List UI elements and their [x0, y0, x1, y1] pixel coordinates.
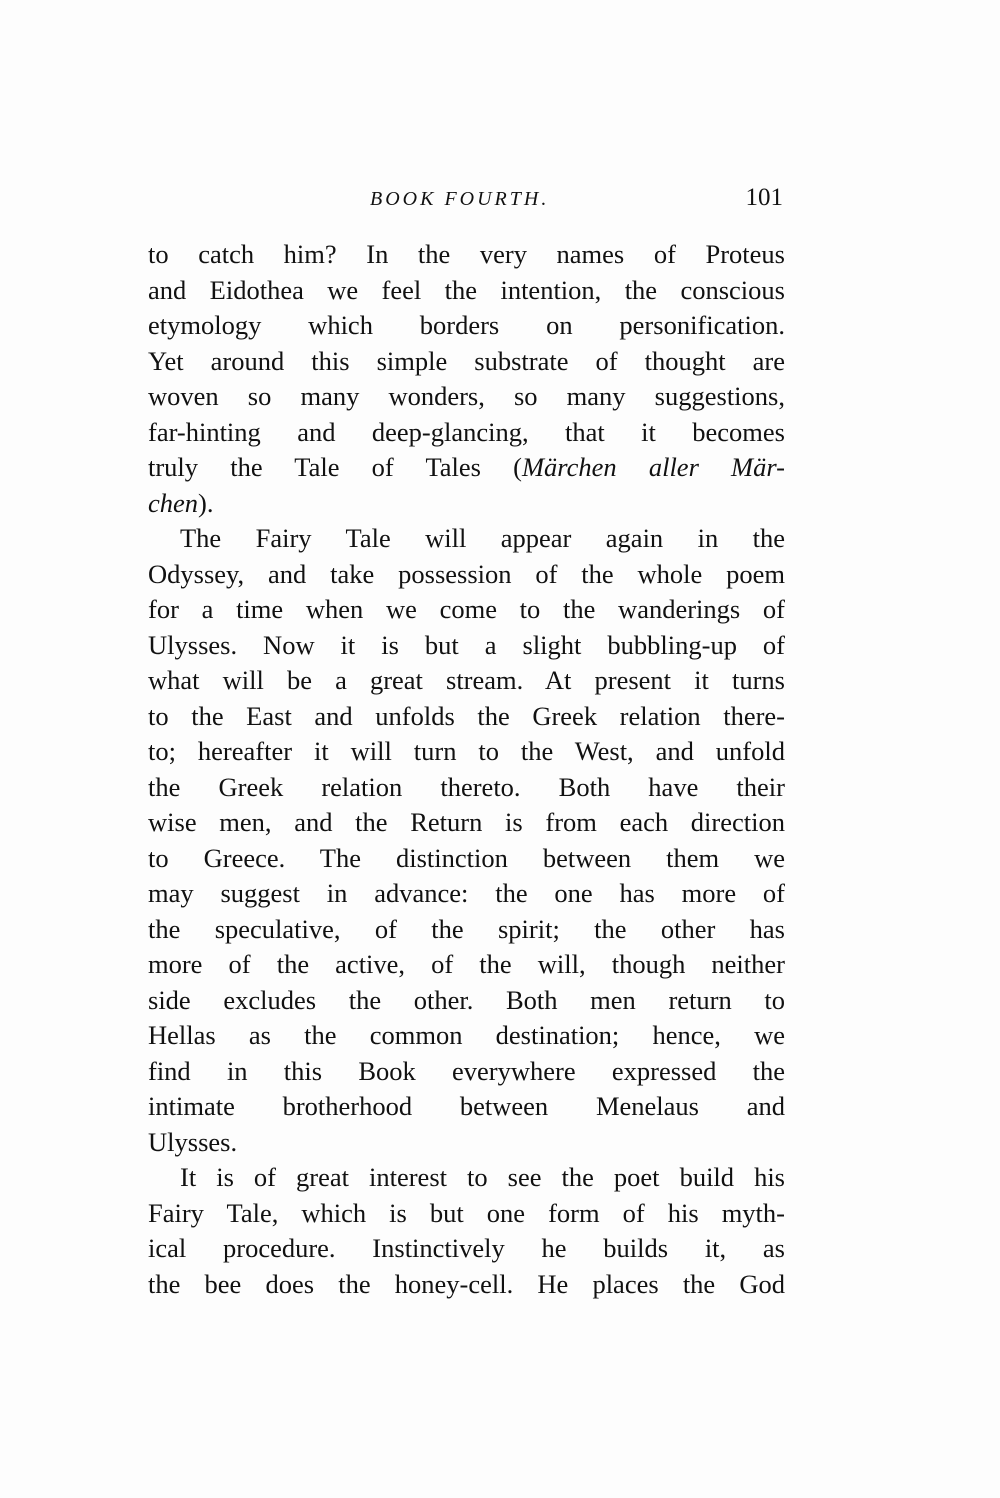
text-line: far-hinting and deep-glancing, that it becomes	[148, 416, 785, 447]
italic-text-run: chen	[148, 487, 199, 518]
text-line: Ulysses. Now it is but a slight bubbling-up of	[148, 629, 785, 660]
text-line: to catch him? In the very names of Proteus	[148, 239, 785, 269]
italic-text-run: Märchen aller Mär-	[521, 452, 785, 482]
paragraph	[148, 237, 785, 521]
text-line: wise men, and the Return is from each direction	[148, 807, 785, 837]
text-line: to the East and unfolds the Greek relation there-	[148, 700, 785, 731]
text-line	[148, 450, 785, 486]
text-line: find in this Book everywhere expressed the	[148, 1055, 785, 1086]
running-head	[148, 184, 785, 218]
text-line: Ulysses.	[148, 1126, 238, 1157]
text-line: what will be a great stream. At present it turns	[148, 665, 785, 695]
text-line: for a time when we come to the wanderings of	[148, 594, 785, 624]
page-number: 101	[745, 184, 783, 211]
text-line: intimate brotherhood between Menelaus and	[148, 1091, 785, 1121]
text-run: truly the Tale of Tales (	[148, 452, 522, 482]
text-line: Odyssey, and take possession of the whole poem	[148, 558, 785, 589]
text-line: the Greek relation thereto. Both have their	[148, 771, 785, 802]
text-line: side excludes the other. Both men return to	[148, 984, 785, 1015]
text-line: Fairy Tale, which is but one form of his myth-	[148, 1197, 785, 1228]
text-line: Yet around this simple substrate of thought are	[148, 345, 785, 376]
text-line: Hellas as the common destination; hence, we	[148, 1020, 785, 1050]
text-line	[148, 486, 785, 522]
paragraph	[148, 521, 785, 1160]
text-line: to Greece. The distinction between them we	[148, 842, 785, 873]
text-line: the speculative, of the spirit; the other has	[148, 913, 785, 944]
text-line: to; hereafter it will turn to the West, and unfold	[148, 736, 785, 766]
text-line: It is of great interest to see the poet build his	[180, 1162, 785, 1192]
paragraph	[148, 1160, 785, 1302]
text-line: the bee does the honey-cell. He places the God	[148, 1268, 785, 1299]
text-line: may suggest in advance: the one has more of	[148, 878, 785, 908]
text-line: and Eidothea we feel the intention, the conscious	[148, 274, 785, 305]
text-line: more of the active, of the will, though neither	[148, 949, 785, 979]
text-line: The Fairy Tale will appear again in the	[180, 523, 785, 553]
text-line: etymology which borders on personification.	[148, 310, 785, 340]
running-head-title: BOOK FOURTH.	[370, 188, 550, 210]
text-run: ).	[198, 487, 214, 518]
text-line: ical procedure. Instinctively he builds it, as	[148, 1233, 785, 1263]
body-text	[148, 237, 785, 1302]
text-line: woven so many wonders, so many suggestions,	[148, 381, 785, 411]
